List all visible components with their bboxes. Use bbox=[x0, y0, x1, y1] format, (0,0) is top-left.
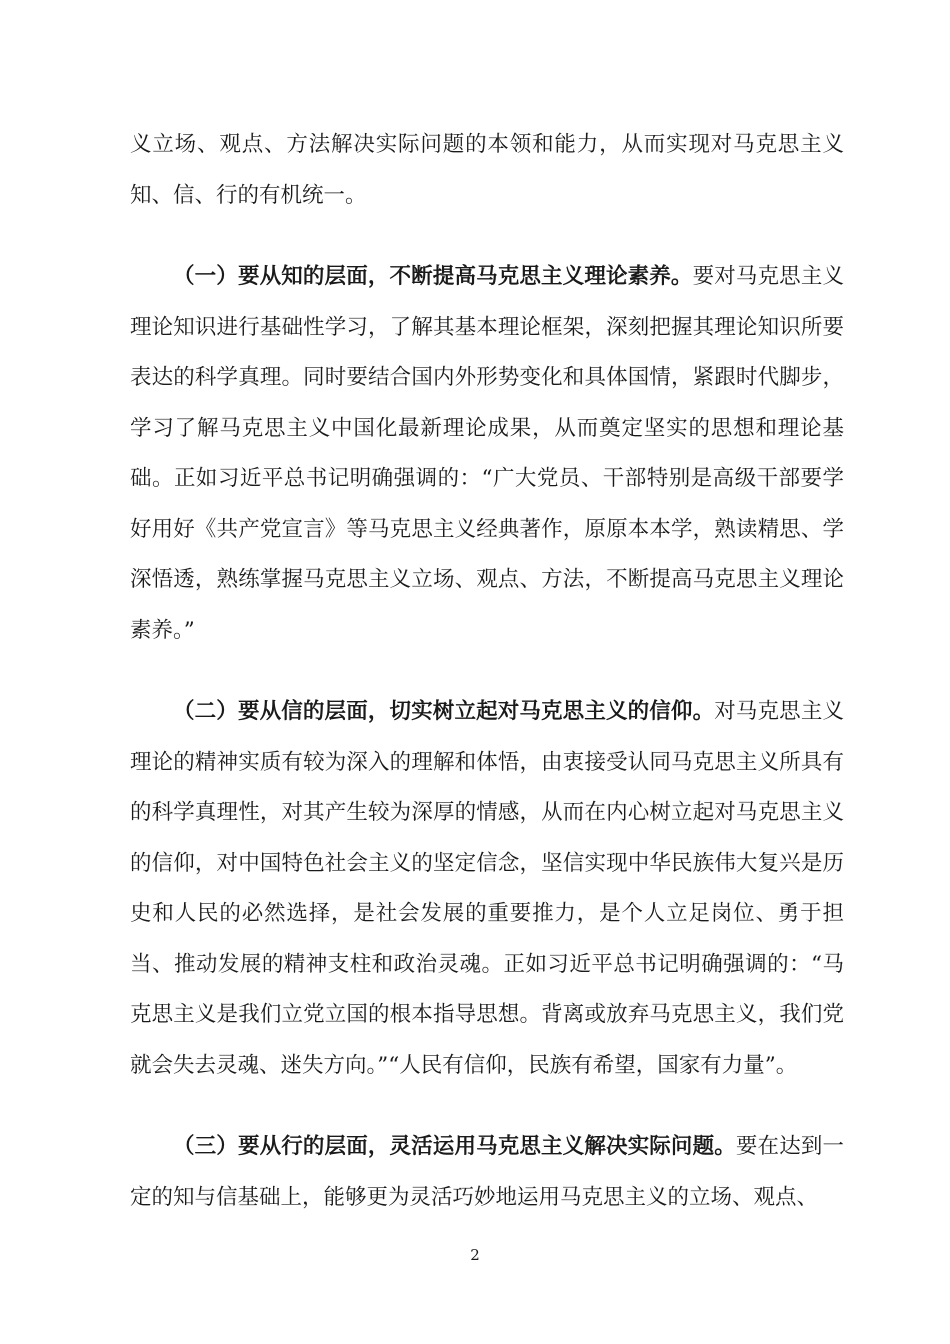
page-number: 2 bbox=[470, 1246, 480, 1264]
paragraph-section-2 bbox=[130, 687, 844, 1091]
paragraph-body: 义立场、观点、方法解决实际问题的本领和能力，从而实现对马克思主义知、信、行的有机统一。 bbox=[130, 132, 844, 208]
paragraph-continuation bbox=[130, 120, 844, 221]
section-heading: （三）要从行的层面，灵活运用马克思主义解决实际问题。 bbox=[173, 1134, 736, 1159]
section-heading: （一）要从知的层面，不断提高马克思主义理论素养。 bbox=[173, 264, 693, 289]
paragraph-body: 要对马克思主义理论知识进行基础性学习，了解其基本理论框架，深刻把握其理论知识所要表达的科学真理。同时要结合国内外形势变化和具体国情，紧跟时代脚步，学习了解马克思主义中国化最新理论成果，从而奠定坚实的思想和理论基础。正如习近平总书记明确强调的：“广大党员、干部特别是高级干部要学好用好《共产党宣言》等马克思主义经典著作，原原本本学，熟读精思、学深悟透，熟练掌握马克思主义立场、观点、方法，不断提高马克思主义理论素养。” bbox=[130, 264, 844, 643]
paragraph-section-3 bbox=[130, 1122, 844, 1223]
paragraph-body: 对马克思主义理论的精神实质有较为深入的理解和体悟，由衷接受认同马克思主义所具有的科学真理性，对其产生较为深厚的情感，从而在内心树立起对马克思主义的信仰，对中国特色社会主义的坚定信念，坚信实现中华民族伟大复兴是历史和人民的必然选择，是社会发展的重要推力，是个人立足岗位、勇于担当、推动发展的精神支柱和政治灵魂。正如习近平总书记明确强调的：“马克思主义是我们立党立国的根本指导思想。背离或放弃马克思主义，我们党就会失去灵魂、迷失方向。”“人民有信仰，民族有希望，国家有力量”。 bbox=[130, 699, 844, 1078]
document-body bbox=[130, 120, 844, 1223]
paragraph-body: 要在达到一定的知与信基础上，能够更为灵活巧妙地运用马克思主义的立场、观点、 bbox=[130, 1134, 844, 1210]
paragraph-section-1 bbox=[130, 252, 844, 656]
section-heading: （二）要从信的层面，切实树立起对马克思主义的信仰。 bbox=[173, 699, 715, 724]
